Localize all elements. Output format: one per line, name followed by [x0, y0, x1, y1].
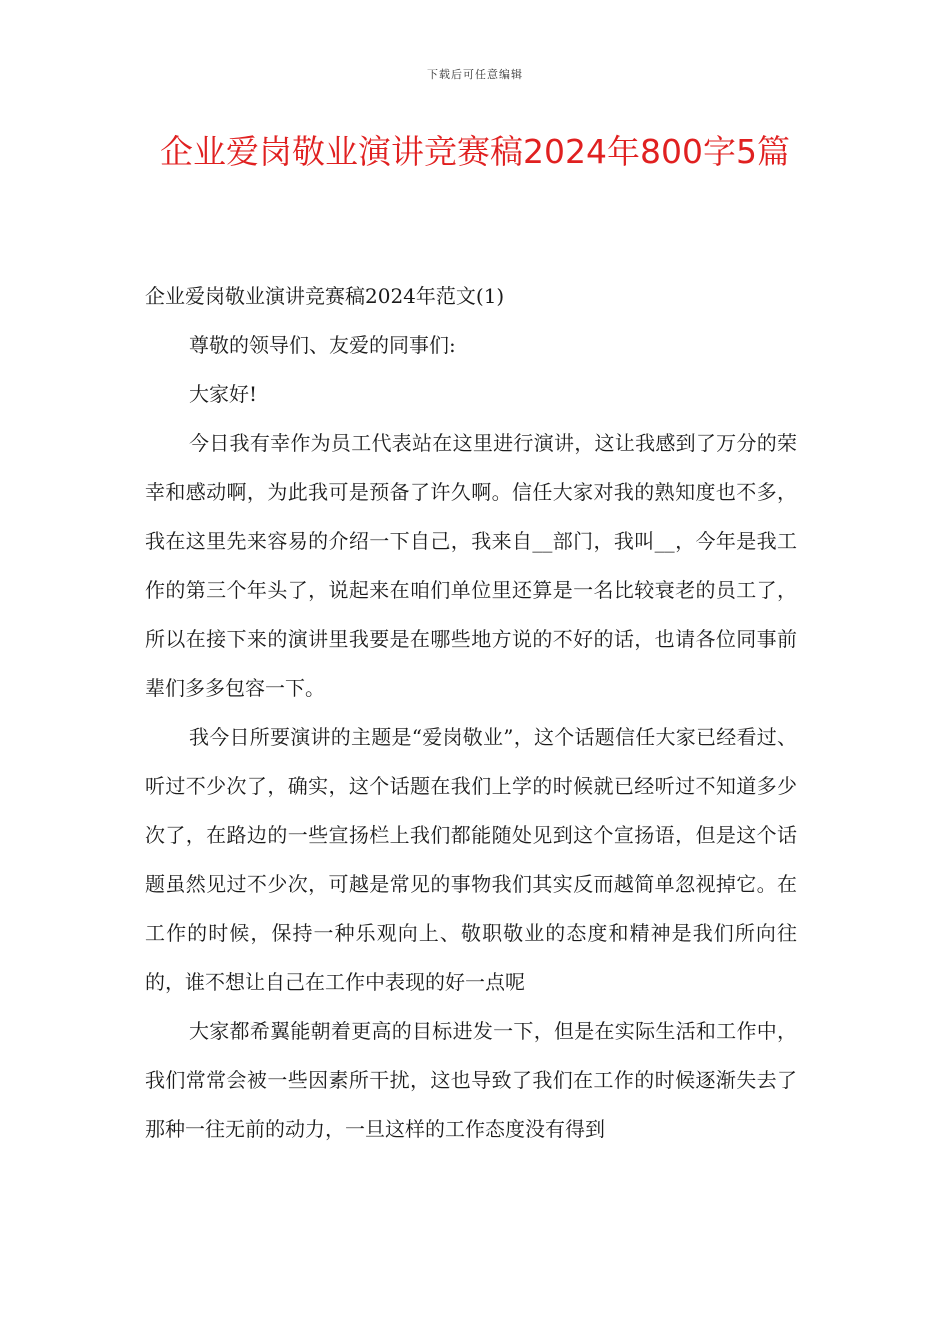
paragraph: 我今日所要演讲的主题是“爱岗敬业”，这个话题信任大家已经看过、听过不少次了，确实，这个话题在我们上学的时候就已经听过不知道多少次了，在路边的一些宣扬栏上我们都能随处见到这个宣扬语，但是这个话题虽然见过不少次，可越是常见的事物我们其实反而越简单忽视掉它。在工作的时候，保持一种乐观向上、敬职敬业的态度和精神是我们所向往的，谁不想让自己在工作中表现的好一点呢: [145, 725, 797, 994]
paragraph-greeting: 大家好!: [189, 382, 258, 406]
paragraph: 今日我有幸作为员工代表站在这里进行演讲，这让我感到了万分的荣幸和感动啊，为此我可是预备了许久啊。信任大家对我的熟知度也不多，我在这里先来容易的介绍一下自己，我来自__部门，我叫__，今年是我工作的第三个年头了，说起来在咱们单位里还算是一名比较衰老的员工了，所以在接下来的演讲里我要是在哪些地方说的不好的话，也请各位同事前辈们多多包容一下。: [145, 431, 797, 700]
document-title: 企业爱岗敬业演讲竞赛稿2024年800字5篇: [160, 132, 790, 171]
paragraph: 大家都希翼能朝着更高的目标进发一下，但是在实际生活和工作中，我们常常会被一些因素所干扰，这也导致了我们在工作的时候逐渐失去了那种一往无前的动力，一旦这样的工作态度没有得到: [145, 1019, 797, 1141]
header-note: 下载后可任意编辑: [427, 68, 523, 81]
paragraph-salutation: 尊敬的领导们、友爱的同事们:: [189, 333, 456, 357]
document-body: [145, 272, 797, 1154]
subheading: 企业爱岗敬业演讲竞赛稿2024年范文(1): [145, 284, 505, 308]
